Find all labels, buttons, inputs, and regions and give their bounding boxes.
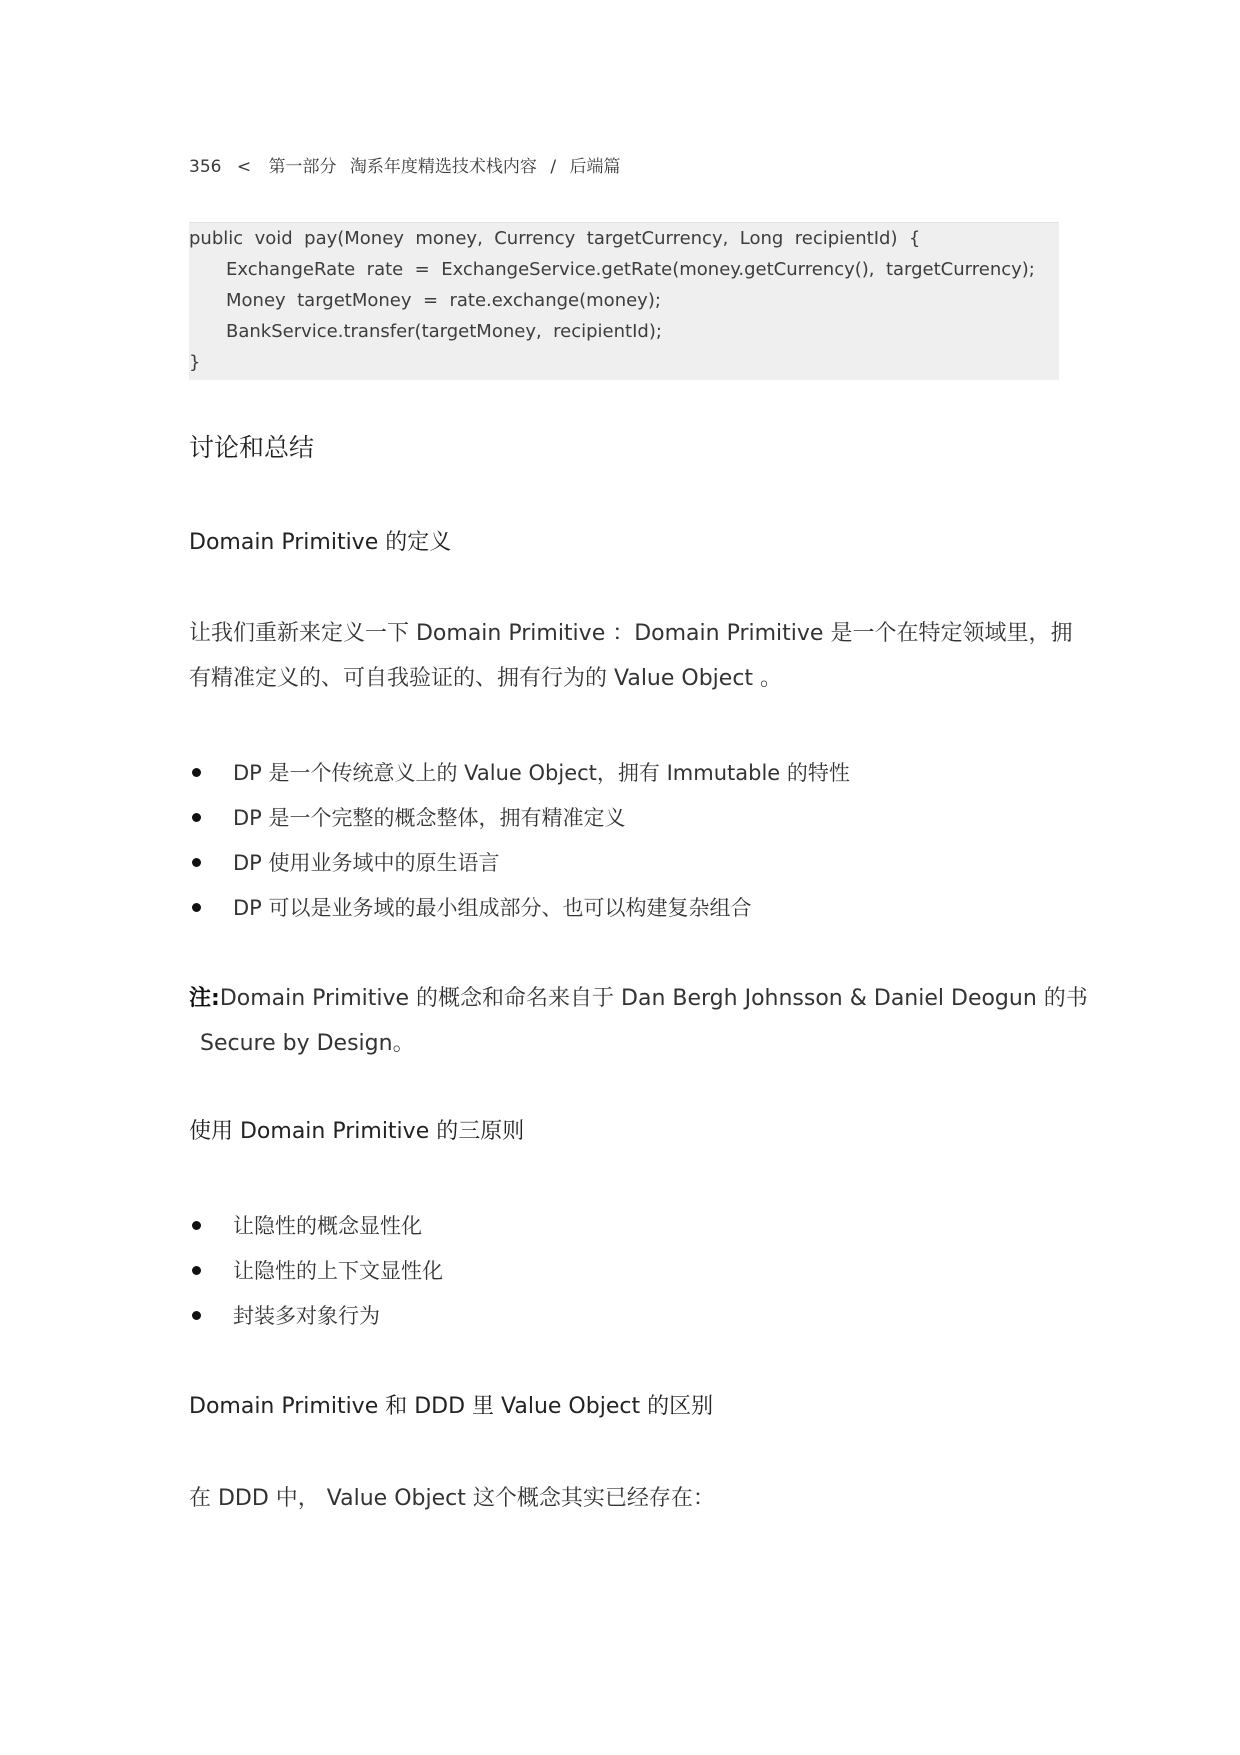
note-line bbox=[189, 981, 1088, 1012]
header-divider: / bbox=[550, 157, 557, 177]
list-item bbox=[189, 892, 752, 922]
section-title: 讨论和总结 bbox=[189, 433, 315, 462]
list-item-text: DP 使用业务域中的原生语言 bbox=[233, 851, 500, 875]
code-block bbox=[189, 222, 1059, 380]
book-title: 淘系年度精选技术栈内容 bbox=[349, 157, 537, 177]
code-line: } bbox=[189, 352, 201, 373]
list-item bbox=[189, 1300, 380, 1330]
chevron-left-icon: < bbox=[236, 157, 252, 177]
list-item bbox=[189, 1210, 422, 1240]
bullet-icon bbox=[192, 903, 201, 912]
list-item bbox=[189, 1255, 443, 1285]
list-item-text: DP 是一个完整的概念整体，拥有精准定义 bbox=[233, 806, 626, 830]
definition-paragraph-line: 有精准定义的、可自我验证的、拥有行为的 Value Object 。 bbox=[189, 666, 783, 691]
note-text: Domain Primitive 的概念和命名来自于 Dan Bergh Johnsson & Daniel Deogun 的书 bbox=[219, 986, 1088, 1011]
list-item-text: 封装多对象行为 bbox=[233, 1304, 380, 1328]
part-label: 第一部分 bbox=[268, 157, 337, 177]
code-line: ExchangeRate rate = ExchangeService.getRate(money.getCurrency(), targetCurrency); bbox=[226, 259, 1035, 280]
code-line: BankService.transfer(targetMoney, recipientId); bbox=[226, 321, 662, 342]
difference-paragraph: 在 DDD 中， Value Object 这个概念其实已经存在： bbox=[189, 1486, 715, 1511]
bullet-icon bbox=[192, 858, 201, 867]
code-line: Money targetMoney = rate.exchange(money); bbox=[226, 290, 661, 311]
list-item-text: 让隐性的上下文显性化 bbox=[233, 1259, 443, 1283]
list-item-text: DP 是一个传统意义上的 Value Object，拥有 Immutable 的特性 bbox=[233, 761, 850, 785]
bullet-icon bbox=[192, 1311, 201, 1320]
definition-paragraph-line: 让我们重新来定义一下 Domain Primitive ：Domain Primitive 是一个在特定领域里，拥 bbox=[189, 621, 1073, 646]
list-item bbox=[189, 847, 500, 877]
difference-heading: Domain Primitive 和 DDD 里 Value Object 的区别 bbox=[189, 1394, 714, 1419]
list-item-text: 让隐性的概念显性化 bbox=[233, 1214, 422, 1238]
principles-heading: 使用 Domain Primitive 的三原则 bbox=[189, 1119, 525, 1144]
bullet-icon bbox=[192, 768, 201, 777]
list-item-text: DP 可以是业务域的最小组成部分、也可以构建复杂组合 bbox=[233, 896, 752, 920]
page-header bbox=[189, 152, 620, 177]
section-label: 后端篇 bbox=[569, 157, 621, 177]
bullet-icon bbox=[192, 1266, 201, 1275]
list-item bbox=[189, 802, 626, 832]
code-line: public void pay(Money money, Currency targetCurrency, Long recipientId) { bbox=[189, 228, 921, 249]
bullet-icon bbox=[192, 1221, 201, 1230]
bullet-icon bbox=[192, 813, 201, 822]
note-label: 注: bbox=[189, 986, 220, 1011]
page-number: 356 bbox=[189, 157, 222, 177]
note-line: Secure by Design。 bbox=[200, 1031, 415, 1056]
definition-heading: Domain Primitive 的定义 bbox=[189, 530, 452, 555]
list-item bbox=[189, 757, 850, 787]
